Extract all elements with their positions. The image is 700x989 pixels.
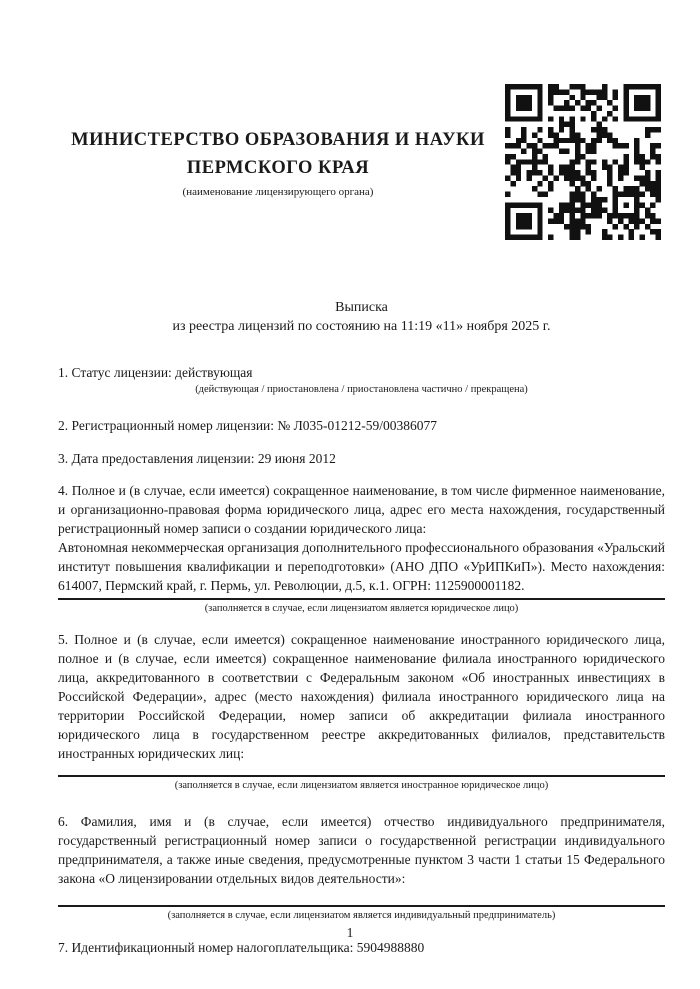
page-number: 1: [346, 925, 354, 940]
ministry-name-line2: ПЕРМСКОГО КРАЯ: [186, 158, 370, 178]
fill-in-rule: [58, 775, 665, 777]
individual-entrepreneur-caption: (заполняется в случае, если лицензиатом является индивидуальный предприниматель): [167, 910, 556, 921]
item-legal-entity: [58, 481, 665, 616]
title-line1: Выписка: [335, 300, 388, 315]
legal-entity-intro: 4. Полное и (в случае, если имеется) сокращенное наименование, в том числе фирменное наименование, и организационно-правовая форма юридического лица, адрес его места нахождения, государственный регистрационный номер записи о создании юридического лица:: [58, 483, 665, 536]
item-registration-number: 2. Регистрационный номер лицензии: № Л035-01212-59/00386077: [58, 418, 438, 433]
item-license-status: [58, 363, 665, 397]
item-foreign-entity: [58, 630, 665, 793]
legal-entity-caption: (заполняется в случае, если лицензиатом является юридическое лицо): [204, 603, 519, 614]
fill-in-rule: [58, 598, 665, 600]
document-title: [58, 298, 665, 336]
foreign-entity-caption: (заполняется в случае, если лицензиатом является иностранное юридическое лицо): [174, 780, 549, 791]
fill-in-rule: [58, 905, 665, 907]
document-body: [58, 0, 665, 957]
license-status-text: 1. Статус лицензии: действующая: [58, 365, 253, 380]
item-individual-entrepreneur: [58, 812, 665, 923]
ministry-name-line1: МИНИСТЕРСТВО ОБРАЗОВАНИЯ И НАУКИ: [71, 130, 485, 150]
license-status-options-caption: (действующая / приостановлена / приостановлена частично / прекращена): [195, 384, 528, 395]
item-taxpayer-number: 7. Идентификационный номер налогоплательщика: 5904988880: [58, 940, 425, 955]
foreign-entity-intro: 5. Полное и (в случае, если имеется) сокращенное наименование иностранного юридического лица, полное и (в случае, если имеется) сокращенное наименование филиала иностранного юридического лица, аккредитованного в соответствии с Федеральным законом «Об иностранных инвестициях в Российской Федерации», адрес (место нахождения) филиала иностранного юридического лица на территории Российской Федерации, номер записи об аккредитации филиала иностранного юридического лица в государственном реестре аккредитованных филиалов, представительств иностранных юридических лиц:: [58, 632, 665, 761]
legal-entity-value: Автономная некоммерческая организация дополнительного профессионального образования «Уральский институт повышения квалификации и переподготовки» (АНО ДПО «УрИПКиП»). Место нахождения: 614007, Пермский край, г. Пермь, ул. Революции, д.5, к.1. ОГРН: 1125900001182.: [58, 540, 665, 593]
title-line2: из реестра лицензий по состоянию на 11:19 «11» ноября 2025 г.: [172, 319, 551, 334]
item-license-grant-date: 3. Дата предоставления лицензии: 29 июня 2012: [58, 451, 336, 466]
licensing-authority-caption: (наименование лицензирующего органа): [182, 186, 374, 198]
individual-entrepreneur-intro: 6. Фамилия, имя и (в случае, если имеется) отчество индивидуального предпринимателя, государственный регистрационный номер записи о государственной регистрации индивидуального предпринимателя, а также иные сведения, предусмотренные пунктом 3 части 1 статьи 15 Федерального закона «О лицензировании отдельных видов деятельности»:: [58, 814, 665, 886]
